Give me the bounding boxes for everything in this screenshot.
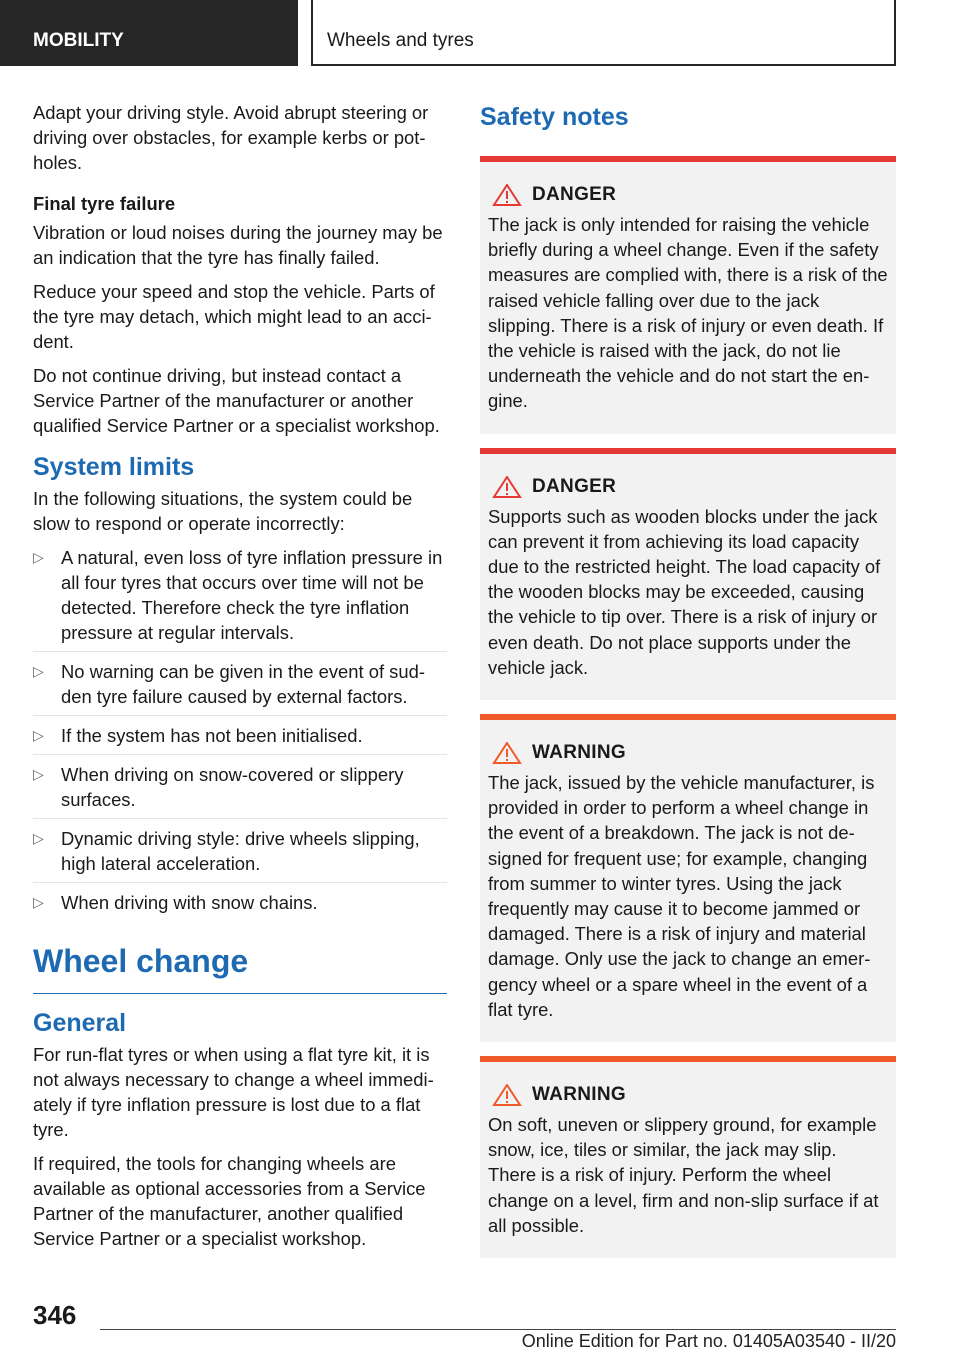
note-text: The jack, issued by the vehicle manufacturer, is provided in order to perform a wheel change in the event of a breakdown. The jack is not designed for frequent use; for example, changing from summer to winter tyres. Using the jack frequently may cause it to become jammed or damaged. There is a risk of injury and material damage. Only use the jack to change an emergency wheel or a spare wheel in the event of a flat tyre. xyxy=(488,772,875,1020)
system-limits-list xyxy=(33,545,447,921)
warning-triangle-icon xyxy=(492,184,522,206)
system-limits-heading: System limits xyxy=(33,453,195,481)
intro-paragraph: Adapt your driving style. Avoid abrupt steering or driving over obstacles, for example kerbs or potholes. xyxy=(33,102,429,173)
list-item-text: When driving with snow chains. xyxy=(61,892,318,913)
note-text: On soft, uneven or slippery ground, for example snow, ice, tiles or similar, the jack may slip. There is a risk of injury. Perform the wheel change on a level, firm and non-slip surface if at all possible. xyxy=(488,1114,879,1236)
page-number: 346 xyxy=(33,1300,77,1330)
triangle-bullet-icon: ▷ xyxy=(33,766,44,782)
general-heading: General xyxy=(33,1009,127,1037)
note-level: DANGER xyxy=(532,475,617,497)
warning-triangle-icon xyxy=(492,476,522,498)
final-failure-paragraph-3: Do not continue driving, but instead contact a Service Partner of the manufacturer or another qualified Service Partner or a specialist workshop. xyxy=(33,365,440,436)
triangle-bullet-icon: ▷ xyxy=(33,663,44,679)
final-failure-heading: Final tyre failure xyxy=(33,193,176,214)
warning-note xyxy=(480,714,896,1042)
triangle-bullet-icon: ▷ xyxy=(33,549,44,565)
list-item xyxy=(33,659,447,716)
edition-label: Online Edition for Part no. 01405A03540 - II/20 xyxy=(521,1331,896,1351)
right-column xyxy=(480,100,896,1272)
warning-triangle-icon xyxy=(492,1084,522,1106)
warning-triangle-icon xyxy=(492,742,522,764)
danger-note xyxy=(480,156,896,434)
system-limits-intro: In the following situations, the system could be slow to respond or operate incorrectly: xyxy=(33,488,413,534)
list-item-text: No warning can be given in the event of sudden tyre failure caused by external factors. xyxy=(61,661,425,707)
section-tab: MOBILITY xyxy=(0,0,298,66)
chapter-title: Wheels and tyres xyxy=(311,0,896,66)
list-item-text: A natural, even loss of tyre inflation pressure in all four tyres that occurs over time will not be detected. Therefore check the tyre inflation pressure at regular intervals. xyxy=(61,547,443,643)
list-item xyxy=(33,723,447,755)
final-failure-paragraph-2: Reduce your speed and stop the vehicle. Parts of the tyre may detach, which might lead to an accident. xyxy=(33,281,435,352)
footer-rule xyxy=(100,1329,896,1330)
triangle-bullet-icon: ▷ xyxy=(33,830,44,846)
list-item xyxy=(33,890,447,921)
note-level: WARNING xyxy=(532,1084,626,1106)
note-level: WARNING xyxy=(532,742,626,764)
final-failure-paragraph-1: Vibration or loud noises during the journey may be an indication that the tyre has finally failed. xyxy=(33,222,443,268)
list-item-text: When driving on snow-covered or slippery surfaces. xyxy=(61,764,404,810)
heading-rule xyxy=(33,993,447,994)
left-column xyxy=(33,100,447,1260)
general-paragraph-2: If required, the tools for changing wheels are available as optional accessories from a Service Partner of the manufacturer, another qualified Service Partner or a specialist workshop. xyxy=(33,1153,426,1249)
note-text: Supports such as wooden blocks under the jack can prevent it from achieving its load capacity due to the restricted height. The load capacity of the wooden blocks may be exceeded, causing the vehicle to tip over. There is a risk of injury or even death. Do not place supports under the vehicle jack. xyxy=(488,505,881,678)
safety-notes-heading: Safety notes xyxy=(480,103,629,131)
wheel-change-heading: Wheel change xyxy=(33,943,249,979)
danger-note xyxy=(480,448,896,700)
triangle-bullet-icon: ▷ xyxy=(33,894,44,910)
page-header xyxy=(0,0,960,66)
list-item xyxy=(33,826,447,883)
list-item xyxy=(33,545,447,652)
list-item-text: Dynamic driving style: drive wheels slipping, high lateral acceleration. xyxy=(61,828,420,874)
note-level: DANGER xyxy=(532,184,617,205)
warning-note xyxy=(480,1056,896,1258)
note-text: The jack is only intended for raising the vehicle briefly during a wheel change. Even if the safety measures are complied with, there is a risk of the raised vehicle falling over due to the jack slipping. There is a risk of injury or even death. If the vehicle is raised with the jack, do not lie underneath the vehicle and do not start the engine. xyxy=(488,214,888,412)
list-item-text: If the system has not been initialised. xyxy=(61,725,363,746)
general-paragraph-1: For run-flat tyres or when using a flat tyre kit, it is not always necessary to change a wheel immediately if tyre inflation pressure is lost due to a flat tyre. xyxy=(33,1044,434,1140)
list-item xyxy=(33,762,447,819)
triangle-bullet-icon: ▷ xyxy=(33,727,44,743)
